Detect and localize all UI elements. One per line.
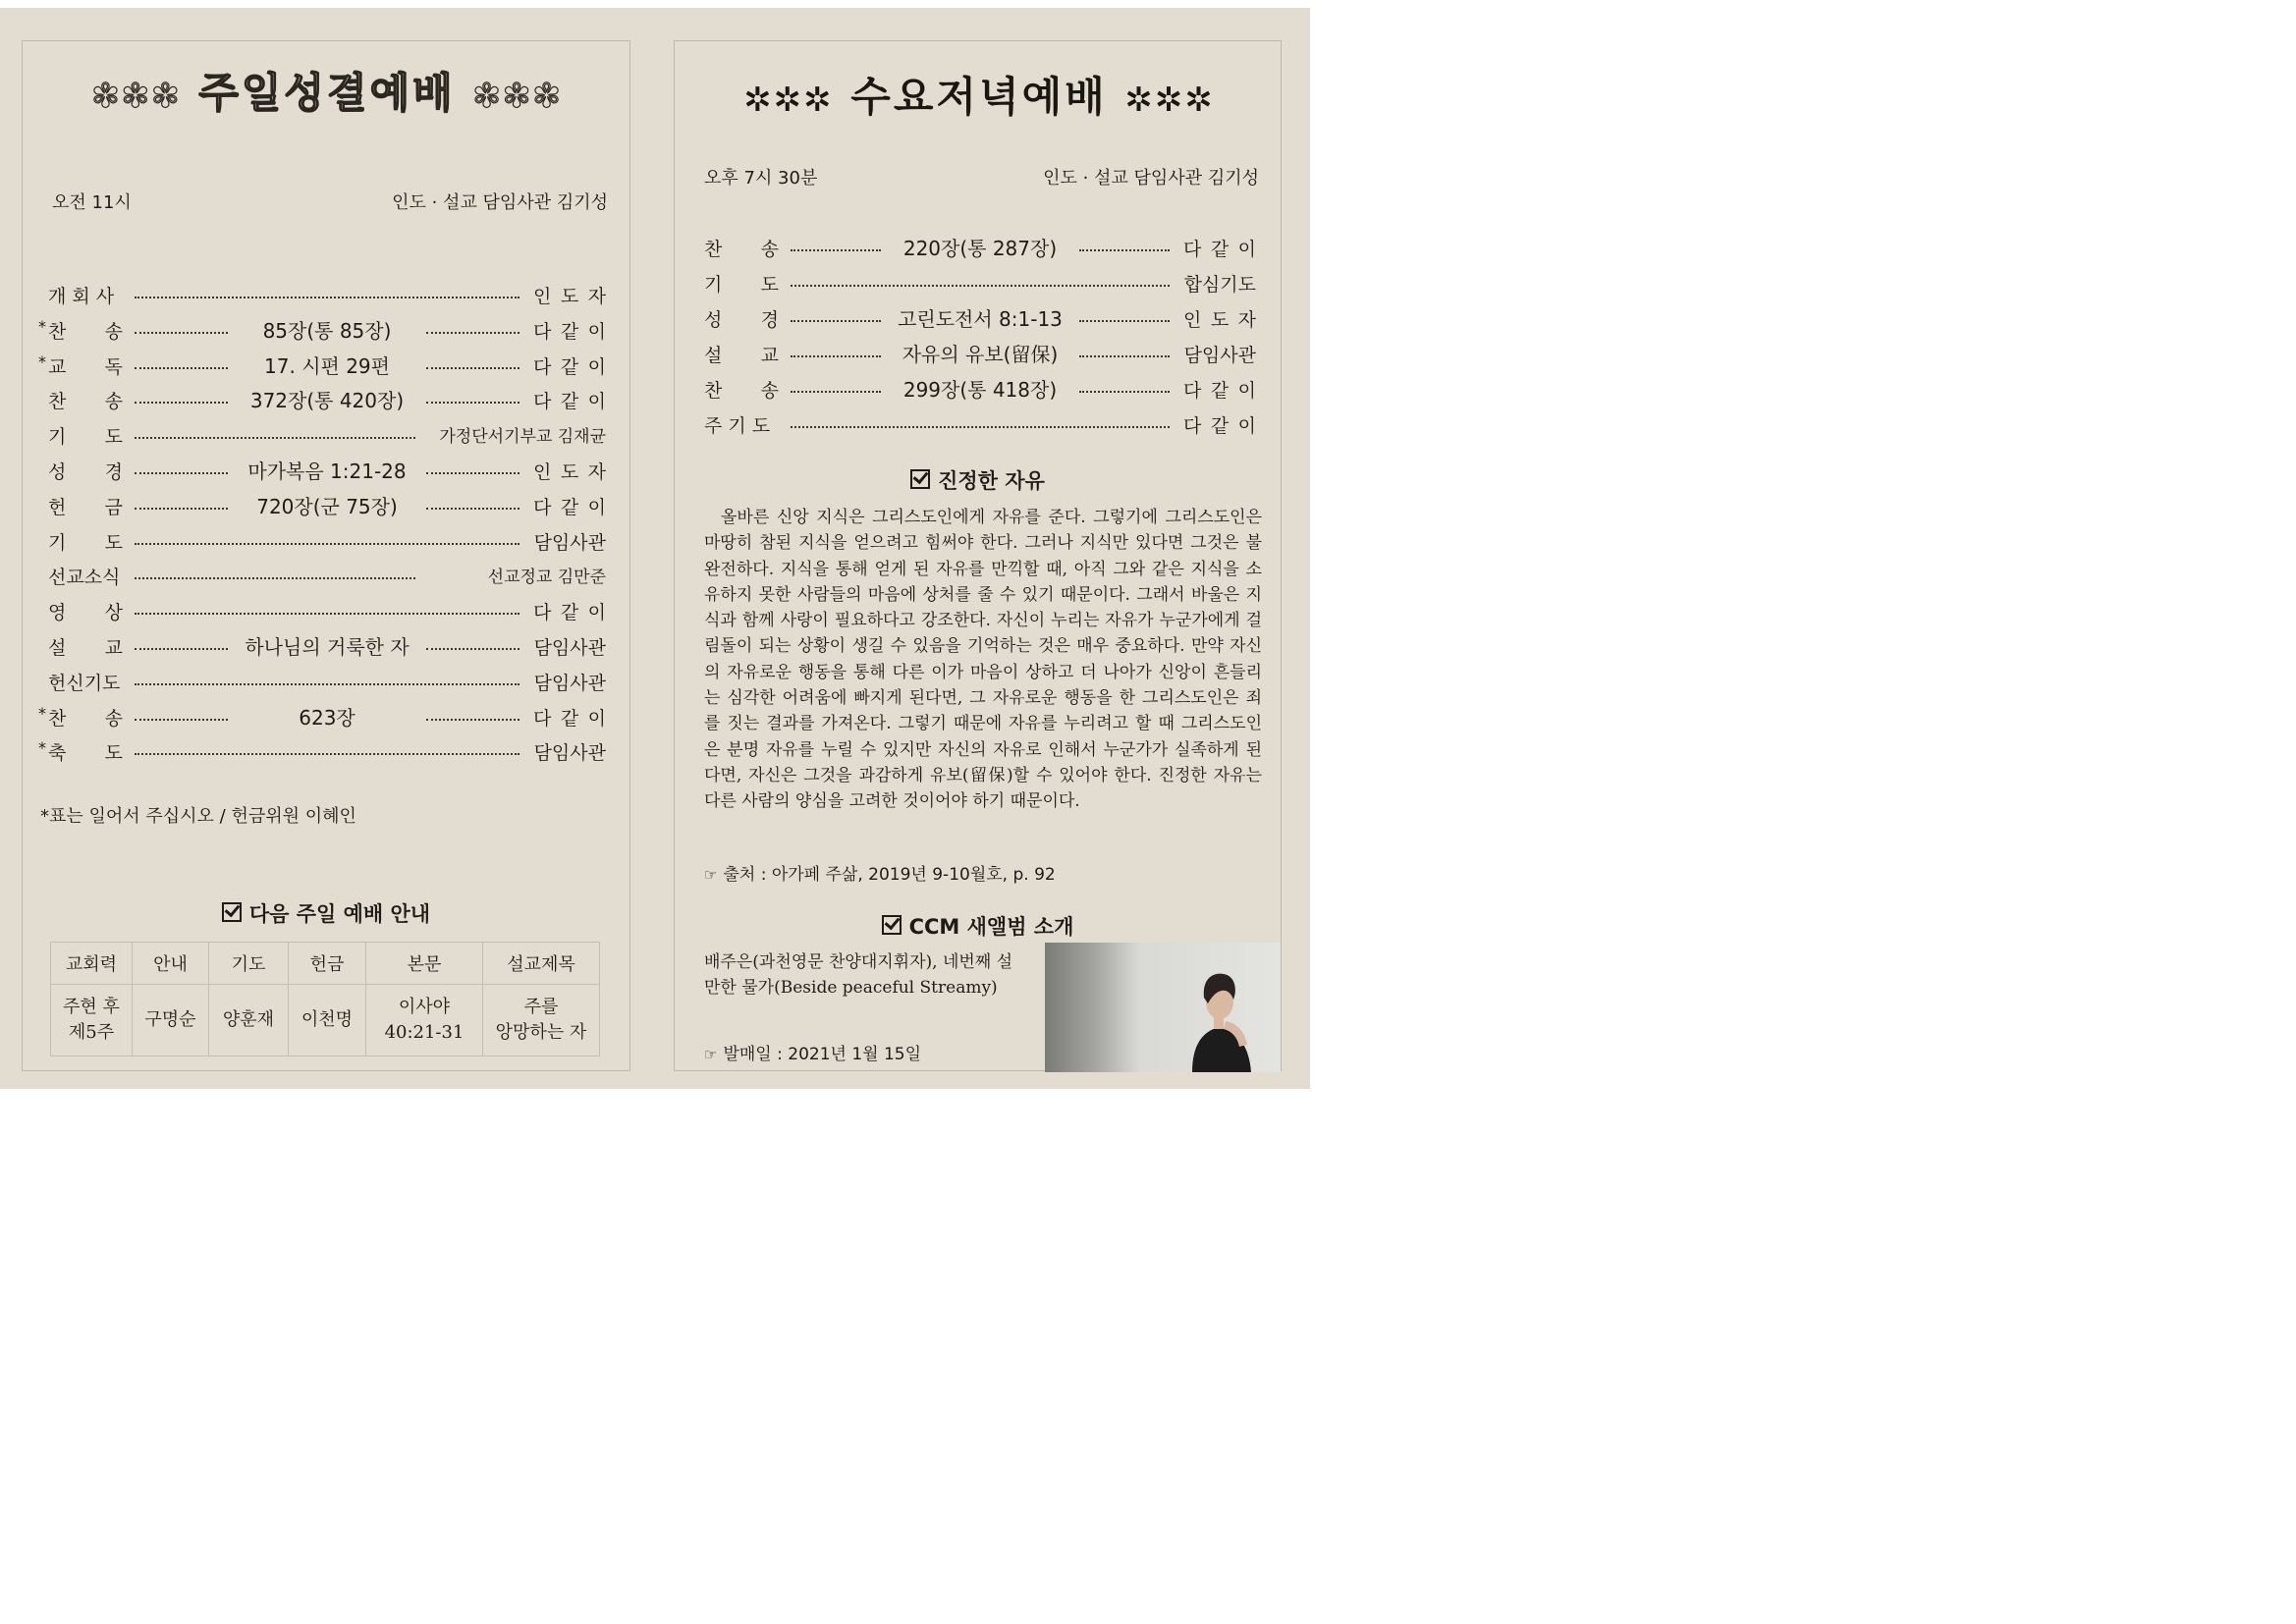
order-item-label: 기 도 xyxy=(704,274,779,296)
order-item-detail: 372장(통 420장) xyxy=(249,389,405,413)
sunday-service-title xyxy=(62,61,592,120)
table-cell: 주현 후 제5주 xyxy=(51,985,133,1056)
table-row xyxy=(51,985,600,1056)
order-item-responsible: 합심기도 xyxy=(1183,274,1256,296)
leader-dots xyxy=(426,648,519,650)
release-date xyxy=(704,1040,921,1064)
order-item-label: 찬 송 xyxy=(48,320,123,343)
leader-dots xyxy=(791,426,1170,428)
wednesday-title-text: 수요저녁예배 xyxy=(850,73,1108,121)
check-box-icon xyxy=(222,902,242,922)
order-item-label: 설 교 xyxy=(704,345,779,366)
order-item xyxy=(704,376,1256,406)
order-item-detail: 299장(통 418장) xyxy=(902,378,1058,402)
order-item xyxy=(704,411,1256,441)
leader-dots xyxy=(135,297,519,298)
pointing-hand-icon: ☞ xyxy=(704,866,718,884)
leader-dots xyxy=(1079,249,1170,251)
leader-dots xyxy=(135,367,228,369)
order-item-detail: 17. 시편 29편 xyxy=(264,353,390,378)
wednesday-service-panel xyxy=(674,40,1282,1071)
table-cell: 이사야 40:21-31 xyxy=(366,985,483,1056)
order-item-label: 기 도 xyxy=(48,426,123,449)
order-item xyxy=(48,598,606,627)
leader-dots xyxy=(426,402,519,404)
order-item-responsible: 다 같 이 xyxy=(533,707,606,730)
leader-dots xyxy=(135,648,228,650)
order-item-label: 찬 송 xyxy=(704,380,779,402)
order-item-responsible: 다 같 이 xyxy=(1183,380,1256,402)
singer-silhouette xyxy=(1045,943,1281,1072)
pointing-hand-icon: ☞ xyxy=(704,1046,718,1063)
order-item-label: 주기도 xyxy=(704,415,777,437)
table-header: 기도 xyxy=(209,943,289,985)
order-item-label: 선교소식 xyxy=(48,567,121,589)
table-header: 교회력 xyxy=(51,943,133,985)
leader-dots xyxy=(791,355,881,357)
standing-mark: * xyxy=(38,738,46,758)
order-item-label: 찬 송 xyxy=(704,239,779,260)
order-item-responsible: 다 같 이 xyxy=(533,602,606,624)
leader-dots xyxy=(135,543,519,545)
order-item-detail: 85장(통 85장) xyxy=(262,318,392,343)
order-item-responsible: 다 같 이 xyxy=(533,355,606,378)
essay-heading xyxy=(675,465,1281,495)
release-date-text: 발매일 : 2021년 1월 15일 xyxy=(723,1045,922,1064)
star-ornament-icon: ✲✲✲ xyxy=(743,81,834,120)
leader-dots xyxy=(135,683,519,685)
leader-dots xyxy=(791,285,1170,287)
order-item-detail: 고린도전서 8:1-13 xyxy=(898,307,1063,331)
order-item-detail: 자유의 유보(留保) xyxy=(902,343,1059,366)
service-time: 오후 7시 30분 xyxy=(704,168,818,189)
order-item-label: 영 상 xyxy=(48,602,123,624)
leader-dots xyxy=(135,402,228,404)
next-service-heading-text: 다음 주일 예배 안내 xyxy=(248,902,431,926)
sunday-title-text: 주일성결예배 xyxy=(198,69,456,117)
order-item xyxy=(38,352,606,382)
essay-heading-text: 진정한 자유 xyxy=(938,469,1045,493)
table-cell: 양훈재 xyxy=(209,985,289,1056)
table-header: 본문 xyxy=(366,943,483,985)
order-item-detail: 하나님의 거룩한 자 xyxy=(245,635,410,659)
check-box-icon xyxy=(882,915,902,935)
bulletin-sheet xyxy=(0,8,1310,1089)
sunday-service-panel xyxy=(22,40,630,1071)
order-item xyxy=(48,633,606,663)
leader-dots xyxy=(426,332,519,334)
leader-dots xyxy=(135,719,228,721)
leader-dots xyxy=(135,332,228,334)
order-item-label: 축 도 xyxy=(48,742,123,765)
leader-dots xyxy=(426,367,519,369)
order-item-label: 헌신기도 xyxy=(48,672,121,694)
order-item-label: 찬 송 xyxy=(48,707,123,730)
ccm-heading xyxy=(675,911,1281,941)
order-item-responsible: 다 같 이 xyxy=(1183,415,1256,437)
order-item-responsible: 다 같 이 xyxy=(533,391,606,413)
order-item-responsible: 인 도 자 xyxy=(533,461,606,483)
table-cell: 구명순 xyxy=(133,985,209,1056)
order-item xyxy=(48,458,606,487)
next-service-heading xyxy=(23,898,629,928)
table-cell: 이천명 xyxy=(289,985,366,1056)
table-header: 안내 xyxy=(133,943,209,985)
table-header: 헌금 xyxy=(289,943,366,985)
order-item xyxy=(704,235,1256,264)
order-item-responsible: 담임사관 xyxy=(533,531,606,554)
leader-dots xyxy=(426,508,519,510)
leader-dots xyxy=(135,753,519,755)
order-item xyxy=(38,738,606,768)
ccm-description: 배주은(과천영문 찬양대지휘자), 네번째 설만한 물가(Beside peaceful Streamy) xyxy=(704,952,1013,998)
leader-dots xyxy=(135,577,415,579)
order-item-label: 성 경 xyxy=(48,461,123,483)
order-item-label: 성 경 xyxy=(704,309,779,331)
order-item-label: 설 교 xyxy=(48,637,123,659)
order-item-responsible: 담임사관 xyxy=(1183,345,1256,366)
order-item xyxy=(48,387,606,416)
leader-dots xyxy=(791,391,881,393)
order-item-responsible: 인 도 자 xyxy=(1183,309,1256,331)
service-leader: 인도 · 설교 담임사관 김기성 xyxy=(1043,168,1259,189)
essay-body: 올바른 신앙 지식은 그리스도인에게 자유를 준다. 그렇기에 그리스도인은 마땅히 참된 지식을 얻으려고 힘써야 한다. 그러나 지식만 있다면 그것은 불완전하다. 지식을 통해 얻게 된 자유를 만끽할 때, 아직 그와 같은 지식을 소유하지 못한 사람들의 마음에 상처를 줄 수 있기 때문이다. 그래서 바울은 지식과 함께 사랑이 필요하다고 강조한다. 자신이 누리는 자유가 누군가에게 걸림돌이 되는 상황이 생길 수 있음을 기억하는 것은 매우 중요하다. 만약 자신의 자유로운 행동을 통해 다른 이가 마음이 상하고 더 나아가 신앙이 흔들리는 심각한 어려움에 빠지게 된다면, 그 자유로운 행동을 한 그리스도인은 죄를 짓는 결과를 가져온다. 그렇기 때문에 자유를 누리려고 할 때 그리스도인은 분명 자유를 누릴 수 있지만 자신의 자유로 인해서 누군가가 실족하게 된다면, 자신은 그것을 과감하게 유보(留保)할 수 있어야 한다. 진정한 자유는 다른 사람의 양심을 고려한 것이어야 하기 때문이다. xyxy=(704,508,1262,812)
order-item-label: 찬 송 xyxy=(48,391,123,413)
standing-note: *표는 일어서 주십시오 / 헌금위원 이혜인 xyxy=(40,806,356,827)
order-item xyxy=(48,422,606,452)
order-item xyxy=(704,305,1256,335)
order-item-label: 교 독 xyxy=(48,355,123,378)
service-time: 오전 11시 xyxy=(52,192,132,213)
ccm-heading-text: CCM 새앨범 소개 xyxy=(908,915,1074,939)
order-item-detail: 623장 xyxy=(299,705,355,730)
order-item xyxy=(704,341,1256,370)
leader-dots xyxy=(426,719,519,721)
leader-dots xyxy=(426,472,519,474)
order-item xyxy=(48,669,606,698)
service-leader: 인도 · 설교 담임사관 김기성 xyxy=(392,192,608,213)
leader-dots xyxy=(1079,355,1170,357)
order-item-label: 기 도 xyxy=(48,531,123,554)
star-ornament-icon: ✲✲✲ xyxy=(1124,81,1215,120)
table-header-row xyxy=(51,943,600,985)
order-item xyxy=(48,282,606,311)
order-item-label: 개회사 xyxy=(48,286,121,307)
wednesday-service-title xyxy=(714,65,1244,124)
album-cover-photo xyxy=(1045,943,1281,1072)
order-item xyxy=(48,493,606,522)
standing-mark: * xyxy=(38,316,46,336)
order-item-detail: 720장(군 75장) xyxy=(256,494,398,518)
check-box-icon xyxy=(910,469,930,489)
table-header: 설교제목 xyxy=(483,943,600,985)
leader-dots xyxy=(1079,391,1170,393)
order-item-responsible: 다 같 이 xyxy=(533,496,606,518)
order-item xyxy=(38,316,606,347)
essay-source xyxy=(704,860,1056,885)
table-cell: 주를 앙망하는 자 xyxy=(483,985,600,1056)
leader-dots xyxy=(135,437,415,439)
leader-dots xyxy=(1079,320,1170,322)
order-item xyxy=(38,703,606,733)
order-item xyxy=(48,563,606,592)
order-item-responsible: 선교정교 김만준 xyxy=(487,568,606,588)
flower-ornament-icon: ✾✾✾ xyxy=(91,77,182,116)
essay-source-text: 출처 : 아가페 주삶, 2019년 9-10월호, p. 92 xyxy=(723,865,1056,885)
order-item-detail: 마가복음 1:21-28 xyxy=(247,460,407,483)
order-item xyxy=(704,270,1256,299)
leader-dots xyxy=(135,508,228,510)
leader-dots xyxy=(135,613,519,615)
order-item-responsible: 담임사관 xyxy=(533,637,606,659)
order-item-label: 헌 금 xyxy=(48,496,123,518)
order-item-detail: 220장(통 287장) xyxy=(902,237,1058,260)
leader-dots xyxy=(135,472,228,474)
standing-mark: * xyxy=(38,352,46,371)
flower-ornament-icon: ✾✾✾ xyxy=(472,77,563,116)
order-item-responsible: 담임사관 xyxy=(533,742,606,765)
leader-dots xyxy=(791,249,881,251)
order-item-responsible: 다 같 이 xyxy=(1183,239,1256,260)
next-service-table xyxy=(50,942,600,1056)
standing-mark: * xyxy=(38,703,46,723)
leader-dots xyxy=(791,320,881,322)
order-item-responsible: 가정단서기부교 김재균 xyxy=(439,427,606,448)
order-item-responsible: 인 도 자 xyxy=(533,286,606,307)
order-item xyxy=(48,528,606,558)
order-item-responsible: 담임사관 xyxy=(533,672,606,694)
order-item-responsible: 다 같 이 xyxy=(533,320,606,343)
